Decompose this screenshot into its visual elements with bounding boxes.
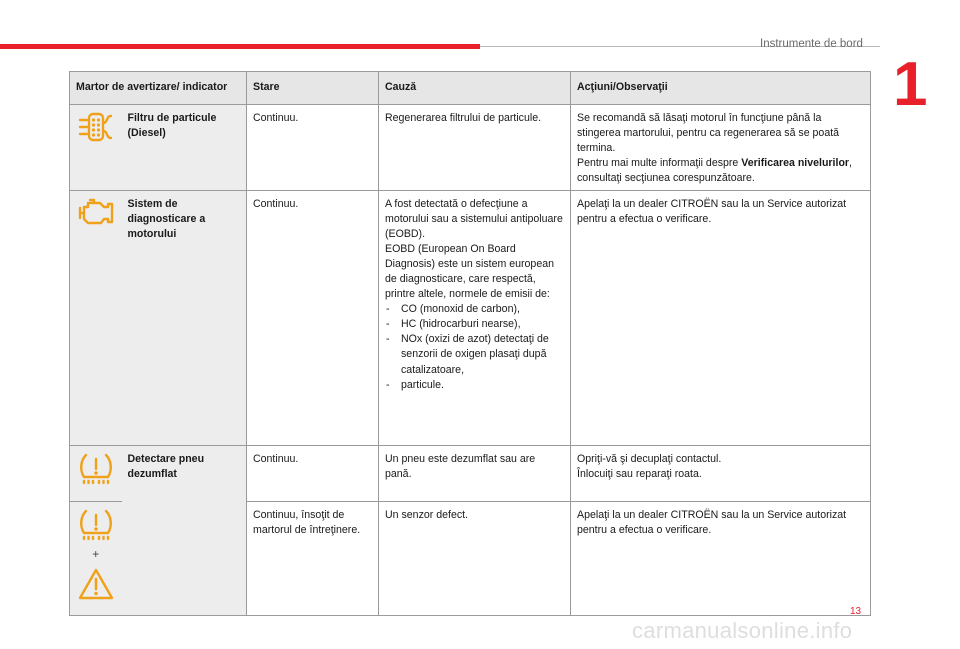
action-cell [571,446,871,502]
col-header-state: Stare [247,72,379,105]
action-cell: Apelaţi la un dealer CITROËN sau la un Service autorizat pentru a efectua o verificare. [571,191,871,446]
state-cell: Continuu, însoţit de martorul de întreţinere. [247,502,379,616]
section-title: Instrumente de bord [760,38,863,50]
page-number: 13 [850,606,862,617]
action-text: Înlocuiţi sau reparaţi roata. [577,468,702,481]
cause-cell: Un senzor defect. [379,502,571,616]
indicator-icon-cell [70,446,122,502]
state-cell: Continuu. [247,191,379,446]
header-accent-bar [0,44,480,49]
particle-filter-icon [76,111,116,143]
cause-cell: Regenerarea filtrului de particule. [379,105,571,191]
action-text: , consultaţi secţiunea corespunzătoare. [577,157,852,185]
action-text: Opriţi-vă şi decuplaţi contactul. [577,453,722,466]
plus-sign: + [92,547,100,562]
action-bold-ref: Verificarea nivelurilor [741,157,850,170]
engine-diagnostics-icon [76,197,116,227]
indicator-name: Sistem de diagnosticare a motorului [122,191,247,446]
col-header-cause: Cauză [379,72,571,105]
list-item: - CO (monoxid de carbon), [385,302,564,317]
action-cell [571,105,871,191]
watermark: carmanualsonline.info [632,618,853,643]
indicator-name: Filtru de particule (Diesel) [122,105,247,191]
list-item: - particule. [385,378,564,393]
table-header-row [70,72,871,105]
action-text: Se recomandă să lăsaţi motorul în funcţiune până la stingerea martorului, pentru ca regenerarea să se poată termina. [577,112,840,155]
cause-cell: Un pneu este dezumflat sau are pană. [379,446,571,502]
cause-cell [379,191,571,446]
cause-text: A fost detectată o defecţiune a motorului sau a sistemului antipoluare (EOBD). [385,198,563,241]
warning-lamps-table [69,71,871,616]
indicator-icon-cell [70,191,122,446]
indicator-name: Detectare pneu dezumflat [122,446,247,616]
col-header-actions: Acţiuni/Observaţii [571,72,871,105]
action-cell: Apelaţi la un dealer CITROËN sau la un Service autorizat pentru a efectua o verificare. [571,502,871,616]
cause-text: EOBD (European On Board Diagnosis) este un sistem european de diagnosticare, care respectă, printre altele, normele de emisii de: [385,243,555,301]
col-header-indicator: Martor de avertizare/ indicator [70,72,247,105]
list-item: - HC (hidrocarburi nearse), [385,317,564,332]
tyre-pressure-icon [76,508,116,542]
state-cell: Continuu. [247,105,379,191]
table-row [70,191,871,446]
chapter-number: 1 [893,50,928,119]
warning-triangle-icon [76,567,116,601]
indicator-icon-cell [70,105,122,191]
table-row [70,105,871,191]
action-text: Pentru mai multe informaţii despre [577,157,742,170]
table-row [70,446,871,502]
tyre-pressure-icon [76,452,116,486]
list-item: - NOx (oxizi de azot) detectaţi de senzorii de oxigen plasaţi după catalizatoare, [385,332,564,377]
state-cell: Continuu. [247,446,379,502]
emissions-list [385,302,564,392]
indicator-icon-cell [70,502,122,616]
